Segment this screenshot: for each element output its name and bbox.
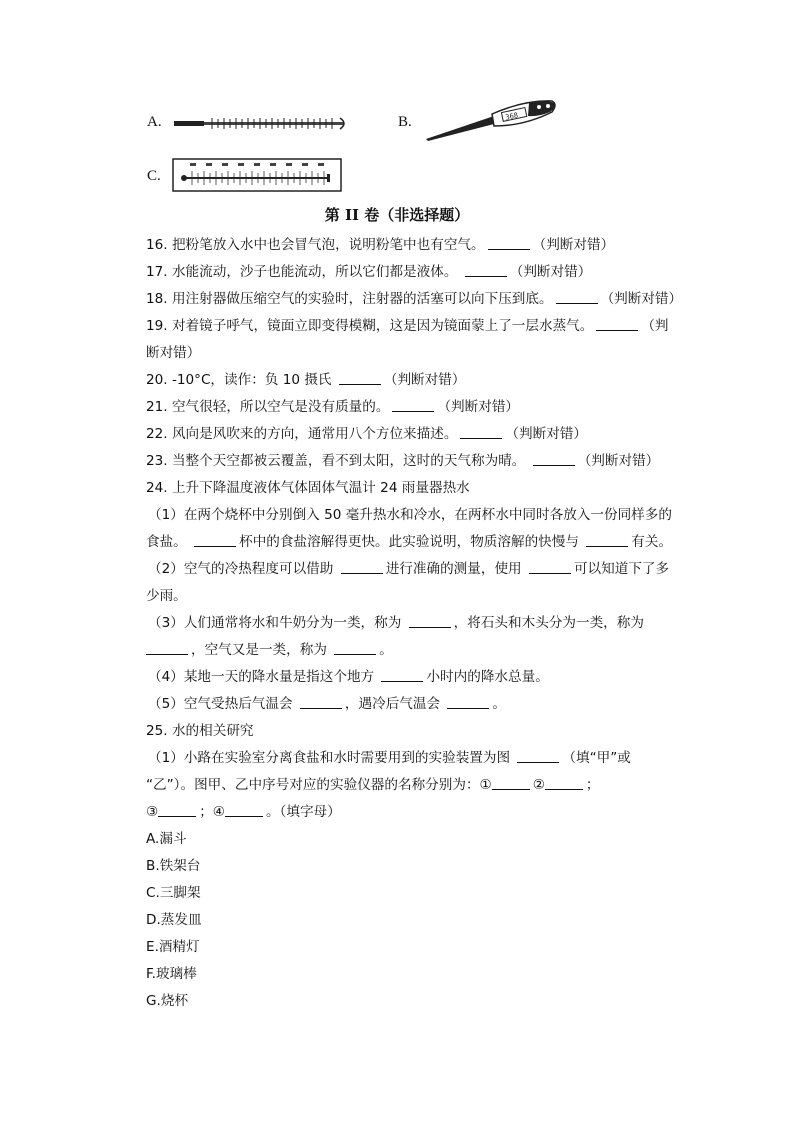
question-25-header: 25. 水的相关研究 — [146, 723, 254, 739]
answer-blank[interactable] — [533, 451, 575, 466]
q24-part-2b: 少雨。 — [146, 588, 187, 604]
answer-blank[interactable] — [300, 694, 342, 709]
answer-blank[interactable] — [460, 424, 502, 439]
q24-part-5: （5）空气受热后气温会 ，遇冷后气温会 。 — [148, 696, 506, 712]
question-23: 23. 当整个天空都被云覆盖，看不到太阳，这时的天气称为晴。 （判断对错） — [146, 453, 660, 469]
choice-item: C.三脚架 — [146, 885, 201, 901]
section-title: 第 II 卷（非选择题） — [324, 206, 470, 224]
question-20: 20. -10°C，读作：负 10 摄氏 （判断对错） — [146, 372, 466, 388]
answer-blank[interactable] — [447, 694, 489, 709]
q24-part-3b: ，空气又是一类，称为 。 — [146, 637, 686, 664]
answer-blank[interactable] — [339, 370, 381, 385]
questions-block — [146, 232, 686, 1015]
q24-part-1b: 食盐。 杯中的食盐溶解得更快。此实验说明，物质溶解的快慢与 有关。 — [146, 534, 673, 550]
digital-thermometer-icon — [424, 98, 560, 144]
choice-item: D.蒸发皿 — [146, 912, 202, 928]
choice-item: B.铁架台 — [146, 858, 201, 874]
answer-blank[interactable] — [529, 559, 571, 574]
answer-blank[interactable] — [194, 532, 236, 547]
answer-blank[interactable] — [545, 775, 583, 790]
answer-blank[interactable] — [225, 802, 263, 817]
question-17: 17. 水能流动，沙子也能流动，所以它们都是液体。 （判断对错） — [146, 264, 592, 280]
rod-thermometer-icon — [172, 114, 352, 134]
question-21: 21. 空气很轻，所以空气是没有质量的。 （判断对错） — [146, 399, 520, 415]
question-19-cont: 断对错） — [146, 345, 201, 361]
question-24-header: 24. 上升下降温度液体气体固体气温计 24 雨量器热水 — [146, 480, 470, 496]
question-19: 19. 对着镜子呼气，镜面立即变得模糊，这是因为镜面蒙上了一层水蒸气。 （判 — [146, 318, 669, 334]
board-thermometer-icon — [172, 158, 342, 192]
answer-blank[interactable] — [146, 640, 188, 655]
q24-part-4: （4）某地一天的降水量是指这个地方 小时内的降水总量。 — [148, 669, 549, 685]
svg-text:368: 368 — [504, 111, 519, 122]
answer-blank[interactable] — [488, 235, 530, 250]
answer-blank[interactable] — [341, 559, 383, 574]
choice-item: G.烧杯 — [146, 993, 189, 1009]
answer-blank[interactable] — [596, 316, 638, 331]
q25-part-1b: “乙”）。图甲、乙中序号对应的实验仪器的名称分别为：① ② ； — [146, 777, 600, 793]
choice-item: A.漏斗 — [146, 831, 187, 847]
question-22: 22. 风向是风吹来的方向，通常用八个方位来描述。 （判断对错） — [146, 426, 587, 442]
answer-blank[interactable] — [334, 640, 376, 655]
q24-part-1a: （1）在两个烧杯中分别倒入 50 毫升热水和冷水，在两杯水中同时各放入一份同样多的 — [148, 507, 672, 523]
q25-part-1a: （1）小路在实验室分离食盐和水时需要用到的实验装置为图 （填“甲”或 — [148, 750, 631, 766]
choice-item: E.酒精灯 — [146, 939, 200, 955]
q25-part-1c: ③ ；④ 。（填字母） — [146, 804, 341, 820]
answer-blank[interactable] — [158, 802, 196, 817]
answer-blank[interactable] — [409, 613, 451, 628]
answer-blank[interactable] — [492, 775, 530, 790]
answer-blank[interactable] — [392, 397, 434, 412]
q24-part-2a: （2）空气的冷热程度可以借助 进行准确的测量，使用 可以知道下了多 — [148, 561, 670, 577]
option-a-label: A. — [147, 114, 162, 130]
question-16: 16. 把粉笔放入水中也会冒气泡，说明粉笔中也有空气。 （判断对错） — [146, 237, 615, 253]
option-b-label: B. — [398, 114, 412, 130]
answer-blank[interactable] — [381, 667, 423, 682]
choice-item: F.玻璃棒 — [146, 966, 197, 982]
answer-blank[interactable] — [517, 748, 559, 763]
q24-part-3a: （3）人们通常将水和牛奶分为一类，称为 ，将石头和木头分为一类，称为 — [148, 615, 644, 631]
option-c-label: C. — [147, 168, 161, 184]
answer-blank[interactable] — [465, 262, 507, 277]
answer-blank[interactable] — [556, 289, 598, 304]
answer-blank[interactable] — [586, 532, 628, 547]
question-18: 18. 用注射器做压缩空气的实验时，注射器的活塞可以向下压到底。 （判断对错） — [146, 291, 683, 307]
